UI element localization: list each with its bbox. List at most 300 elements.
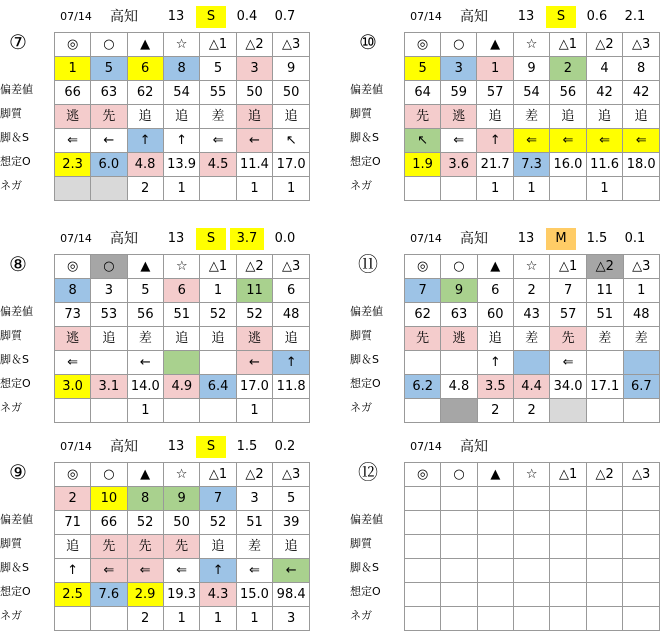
row-label: ネガ [350, 609, 372, 622]
row-label: 脚質 [350, 107, 372, 120]
running-style-cell: 差 [200, 105, 236, 129]
running-style-cell: 追 [91, 327, 127, 351]
running-style-cell: 先 [163, 535, 200, 559]
race-date: 07/14 [410, 10, 442, 23]
pace-arrow-cell [586, 351, 623, 375]
running-style-cell: 追 [55, 535, 91, 559]
negative-cell [91, 607, 127, 631]
negative-cell [550, 399, 587, 423]
pace-arrow-cell: ⇐ [55, 129, 91, 153]
running-style-cell: 追 [236, 105, 273, 129]
horse-number-cell: 3 [91, 279, 127, 303]
grid-row-style [55, 105, 310, 129]
pace-arrow-cell [513, 351, 549, 375]
row-label: ネガ [0, 179, 22, 192]
running-style-cell: 差 [513, 105, 549, 129]
runner-count: 13 [167, 439, 185, 454]
negative-cell [586, 607, 623, 631]
negative-cell: 1 [200, 607, 236, 631]
horse-number-cell: 6 [477, 279, 513, 303]
row-label: 偏差値 [0, 513, 33, 526]
race-panel-p10 [350, 0, 660, 200]
value-2: 0.7 [274, 9, 296, 24]
deviation-cell: 48 [623, 303, 659, 327]
mark-cell: △2 [586, 255, 623, 279]
course-name: 高知 [460, 231, 488, 247]
horse-number-cell: 3 [236, 487, 273, 511]
running-style-cell: 先 [405, 327, 441, 351]
odds-cell: 4.3 [200, 583, 236, 607]
mark-cell: ○ [91, 33, 127, 57]
mark-cell: △2 [236, 33, 273, 57]
running-style-cell: 先 [91, 105, 127, 129]
mark-cell: △2 [236, 463, 273, 487]
race-date: 07/14 [60, 232, 92, 245]
mark-cell: ☆ [163, 33, 200, 57]
grid-row-nums [405, 57, 660, 81]
running-style-cell [477, 535, 513, 559]
value-2: 0.1 [624, 231, 646, 246]
negative-cell [91, 177, 127, 201]
deviation-cell: 50 [236, 81, 273, 105]
row-label: ネガ [350, 401, 372, 414]
running-style-cell [550, 535, 587, 559]
deviation-cell: 51 [586, 303, 623, 327]
grid-row-dev [405, 511, 660, 535]
mark-cell: ○ [441, 33, 477, 57]
grid-row-marks [405, 33, 660, 57]
mark-cell: △2 [586, 33, 623, 57]
pace-arrow-cell: ↑ [477, 351, 513, 375]
row-label: 脚＆S [350, 131, 379, 144]
panel-header [350, 436, 660, 458]
deviation-cell: 43 [513, 303, 549, 327]
odds-cell: 3.0 [55, 375, 91, 399]
running-style-cell: 追 [550, 105, 587, 129]
value-2 [618, 436, 652, 458]
odds-cell [477, 583, 513, 607]
horse-number-cell: 3 [441, 57, 477, 81]
negative-cell [623, 607, 660, 631]
negative-cell [550, 177, 587, 201]
pace-arrow-cell [441, 559, 477, 583]
running-style-cell: 差 [127, 327, 164, 351]
negative-cell [623, 177, 660, 201]
pace-arrow-cell: ⇐ [623, 129, 660, 153]
grid-row-dev [55, 511, 310, 535]
race-date: 07/14 [410, 440, 442, 453]
grid-row-odds [405, 153, 660, 177]
horse-number-cell: 1 [623, 279, 659, 303]
row-labels [0, 508, 54, 628]
odds-cell: 4.5 [200, 153, 236, 177]
running-style-cell [514, 535, 550, 559]
mark-cell: △1 [200, 33, 236, 57]
odds-cell: 4.8 [127, 153, 163, 177]
value-2: 0.0 [274, 231, 296, 246]
mark-cell: ◎ [55, 463, 91, 487]
deviation-cell: 63 [91, 81, 127, 105]
odds-cell: 16.0 [550, 153, 587, 177]
horse-number-cell: 1 [55, 57, 91, 81]
value-1: 0.6 [586, 9, 608, 24]
pace-arrow-cell: ⇐ [91, 559, 127, 583]
odds-cell: 6.7 [623, 375, 659, 399]
deviation-cell: 52 [127, 511, 163, 535]
pace-arrow-cell [586, 559, 623, 583]
deviation-cell [514, 511, 550, 535]
odds-cell [441, 583, 477, 607]
deviation-cell: 51 [236, 511, 273, 535]
running-style-cell: 逃 [441, 327, 477, 351]
running-style-cell: 逃 [55, 327, 91, 351]
deviation-cell: 56 [127, 303, 164, 327]
pace-arrow-cell: ← [127, 351, 164, 375]
deviation-cell [405, 511, 441, 535]
mark-cell: △3 [623, 463, 660, 487]
track-condition: S [196, 228, 226, 250]
grid-row-arrow [55, 351, 310, 375]
horse-number-cell: 1 [477, 57, 514, 81]
running-style-cell [623, 535, 660, 559]
deviation-cell: 42 [586, 81, 623, 105]
odds-cell: 98.4 [273, 583, 310, 607]
horse-number-cell [477, 487, 513, 511]
odds-cell: 14.0 [127, 375, 164, 399]
mark-cell: △1 [550, 255, 587, 279]
horse-number-cell [550, 487, 587, 511]
prediction-grid [404, 462, 660, 631]
deviation-cell: 52 [236, 303, 273, 327]
running-style-cell: 追 [477, 327, 513, 351]
mark-cell: ▲ [477, 255, 513, 279]
deviation-cell: 66 [91, 511, 127, 535]
negative-cell [477, 607, 513, 631]
deviation-cell [550, 511, 587, 535]
horse-number-cell: 7 [200, 487, 236, 511]
running-style-cell: 逃 [55, 105, 91, 129]
course-name: 高知 [460, 439, 488, 455]
grid-row-marks [55, 463, 310, 487]
pace-arrow-cell: ↑ [273, 351, 310, 375]
pace-arrow-cell [441, 351, 477, 375]
odds-cell [586, 583, 623, 607]
odds-cell: 2.3 [55, 153, 91, 177]
mark-cell: △3 [623, 33, 660, 57]
mark-cell: △3 [623, 255, 659, 279]
horse-number-cell [441, 487, 477, 511]
grid-row-marks [55, 33, 310, 57]
race-date: 07/14 [60, 440, 92, 453]
row-labels [350, 300, 404, 420]
horse-number-cell: 9 [441, 279, 477, 303]
mark-cell: ◎ [405, 463, 441, 487]
deviation-cell: 59 [441, 81, 477, 105]
value-1: 1.5 [586, 231, 608, 246]
prediction-grid [404, 32, 660, 201]
negative-cell: 1 [236, 399, 273, 423]
deviation-cell [586, 511, 623, 535]
row-label: 脚＆S [350, 561, 379, 574]
mark-cell: △1 [200, 255, 236, 279]
running-style-cell: 追 [477, 105, 514, 129]
negative-cell [55, 399, 91, 423]
running-style-cell: 追 [127, 105, 163, 129]
deviation-cell: 71 [55, 511, 91, 535]
deviation-cell [477, 511, 513, 535]
running-style-cell: 差 [586, 327, 623, 351]
pace-arrow-cell: ⇐ [236, 559, 273, 583]
negative-cell [514, 607, 550, 631]
negative-cell [273, 399, 310, 423]
horse-number-cell [586, 487, 623, 511]
horse-number-cell [405, 487, 441, 511]
odds-cell: 11.6 [586, 153, 623, 177]
mark-cell: △1 [200, 463, 236, 487]
row-labels [350, 78, 404, 198]
row-label: 偏差値 [350, 513, 383, 526]
race-number: ⑨ [9, 460, 27, 484]
deviation-cell: 66 [55, 81, 91, 105]
pace-arrow-cell [405, 559, 441, 583]
pace-arrow-cell: ⇐ [586, 129, 623, 153]
running-style-cell: 逃 [441, 105, 477, 129]
panel-header [0, 228, 310, 250]
prediction-grid [404, 254, 660, 423]
horse-number-cell [623, 487, 660, 511]
pace-arrow-cell [623, 559, 660, 583]
course-name: 高知 [460, 9, 488, 25]
running-style-cell: 先 [127, 535, 163, 559]
grid-row-odds [55, 375, 310, 399]
odds-cell: 2.9 [127, 583, 163, 607]
deviation-cell: 63 [441, 303, 477, 327]
grid-row-style [405, 105, 660, 129]
pace-arrow-cell: ⇐ [441, 129, 477, 153]
panel-header [350, 228, 660, 250]
pace-arrow-cell: ⇐ [550, 351, 587, 375]
row-label: 想定O [350, 585, 381, 598]
row-label: 脚＆S [0, 561, 29, 574]
grid-row-marks [405, 255, 660, 279]
pace-arrow-cell: ↑ [163, 129, 200, 153]
deviation-cell: 54 [513, 81, 549, 105]
horse-number-cell: 9 [273, 57, 310, 81]
odds-cell: 6.4 [200, 375, 236, 399]
row-label: ネガ [0, 401, 22, 414]
grid-row-dev [55, 303, 310, 327]
running-style-cell [586, 535, 623, 559]
horse-number-cell: 1 [200, 279, 236, 303]
negative-cell: 2 [513, 399, 549, 423]
deviation-cell: 52 [200, 511, 236, 535]
horse-number-cell: 3 [236, 57, 273, 81]
horse-number-cell: 5 [127, 279, 164, 303]
value-1 [580, 436, 614, 458]
row-label: 想定O [350, 155, 381, 168]
negative-cell [55, 177, 91, 201]
running-style-cell: 追 [273, 535, 310, 559]
odds-cell: 34.0 [550, 375, 587, 399]
pace-arrow-cell: ↑ [127, 129, 163, 153]
negative-cell [405, 177, 441, 201]
race-panel-p7 [0, 0, 310, 200]
pace-arrow-cell: ↑ [200, 559, 236, 583]
running-style-cell: 追 [273, 327, 310, 351]
pace-arrow-cell [200, 351, 236, 375]
grid-row-style [405, 535, 660, 559]
grid-row-odds [405, 583, 660, 607]
mark-cell: △1 [550, 33, 587, 57]
horse-number-cell: 2 [55, 487, 91, 511]
running-style-cell [441, 535, 477, 559]
running-style-cell: 差 [236, 535, 273, 559]
grid-row-style [55, 327, 310, 351]
negative-cell [441, 399, 477, 423]
prediction-grid [54, 462, 310, 631]
odds-cell: 17.0 [236, 375, 273, 399]
negative-cell: 2 [127, 607, 163, 631]
horse-number-cell: 11 [236, 279, 273, 303]
track-condition [546, 436, 576, 458]
horse-number-cell: 7 [550, 279, 587, 303]
negative-cell [405, 399, 441, 423]
race-number: ⑫ [358, 460, 378, 484]
horse-number-cell: 4 [586, 57, 623, 81]
deviation-cell: 57 [477, 81, 514, 105]
grid-row-odds [55, 153, 310, 177]
odds-cell: 4.9 [164, 375, 200, 399]
odds-cell: 2.5 [55, 583, 91, 607]
grid-row-nega [55, 607, 310, 631]
running-style-cell: 追 [586, 105, 623, 129]
runner-count: 13 [167, 9, 185, 24]
negative-cell: 1 [513, 177, 549, 201]
running-style-cell: 差 [513, 327, 549, 351]
mark-cell: ▲ [127, 463, 163, 487]
row-labels [0, 78, 54, 198]
row-label: 脚質 [0, 329, 22, 342]
negative-cell [164, 399, 200, 423]
pace-arrow-cell: ⇐ [550, 129, 587, 153]
running-style-cell: 追 [163, 105, 200, 129]
race-panel-p12 [350, 430, 660, 630]
odds-cell: 7.6 [91, 583, 127, 607]
mark-cell: △2 [236, 255, 273, 279]
grid-row-nega [405, 607, 660, 631]
deviation-cell: 55 [200, 81, 236, 105]
odds-cell: 3.5 [477, 375, 513, 399]
row-label: 脚＆S [0, 131, 29, 144]
mark-cell: △2 [586, 463, 623, 487]
horse-number-cell [514, 487, 550, 511]
course-name: 高知 [110, 9, 138, 25]
negative-cell: 3 [273, 607, 310, 631]
pace-arrow-cell [514, 559, 550, 583]
grid-row-dev [55, 81, 310, 105]
grid-row-arrow [55, 559, 310, 583]
pace-arrow-cell [405, 351, 441, 375]
grid-row-dev [405, 81, 660, 105]
negative-cell [91, 399, 127, 423]
horse-number-cell: 8 [623, 57, 660, 81]
pace-arrow-cell: ⇐ [200, 129, 236, 153]
grid-row-nega [55, 399, 310, 423]
pace-arrow-cell [623, 351, 659, 375]
horse-number-cell: 5 [200, 57, 236, 81]
grid-row-nums [55, 487, 310, 511]
running-style-cell: 追 [164, 327, 200, 351]
deviation-cell: 56 [550, 81, 587, 105]
track-condition: S [546, 6, 576, 28]
pace-arrow-cell: ↖ [405, 129, 441, 153]
deviation-cell: 52 [200, 303, 236, 327]
grid-row-nums [55, 57, 310, 81]
grid-row-style [405, 327, 660, 351]
row-label: 偏差値 [0, 83, 33, 96]
runner-count: 13 [517, 231, 535, 246]
mark-cell: △3 [273, 463, 310, 487]
odds-cell: 21.7 [477, 153, 514, 177]
row-labels [350, 508, 404, 628]
deviation-cell [623, 511, 660, 535]
odds-cell: 18.0 [623, 153, 660, 177]
grid-row-nums [55, 279, 310, 303]
row-label: 偏差値 [350, 83, 383, 96]
mark-cell: ○ [441, 463, 477, 487]
mark-cell: ▲ [127, 255, 164, 279]
pace-arrow-cell: ← [91, 129, 127, 153]
negative-cell: 1 [163, 177, 200, 201]
race-number: ⑧ [9, 252, 27, 276]
mark-cell: ○ [441, 255, 477, 279]
negative-cell [586, 399, 623, 423]
deviation-cell: 54 [163, 81, 200, 105]
odds-cell: 19.3 [163, 583, 200, 607]
mark-cell: ☆ [513, 255, 549, 279]
row-label: 脚質 [350, 537, 372, 550]
pace-arrow-cell: ⇐ [127, 559, 163, 583]
deviation-cell: 48 [273, 303, 310, 327]
odds-cell [514, 583, 550, 607]
grid-row-nums [405, 487, 660, 511]
negative-cell [441, 177, 477, 201]
horse-number-cell: 2 [513, 279, 549, 303]
pace-arrow-cell [477, 559, 513, 583]
runner-count [514, 436, 538, 458]
horse-number-cell: 9 [163, 487, 200, 511]
race-date: 07/14 [60, 10, 92, 23]
odds-cell: 11.8 [273, 375, 310, 399]
deviation-cell: 60 [477, 303, 513, 327]
negative-cell: 2 [477, 399, 513, 423]
row-label: 想定O [0, 585, 31, 598]
pace-arrow-cell [550, 559, 587, 583]
odds-cell: 4.4 [513, 375, 549, 399]
row-label: 脚＆S [350, 353, 379, 366]
value-1: 0.4 [236, 9, 258, 24]
horse-number-cell: 8 [127, 487, 163, 511]
horse-number-cell: 5 [405, 57, 441, 81]
deviation-cell: 57 [550, 303, 587, 327]
odds-cell: 6.2 [405, 375, 441, 399]
running-style-cell: 逃 [236, 327, 273, 351]
mark-cell: ◎ [55, 255, 91, 279]
horse-number-cell: 7 [405, 279, 441, 303]
negative-cell: 1 [477, 177, 514, 201]
race-panel-p11 [350, 222, 660, 422]
mark-cell: ▲ [477, 463, 513, 487]
